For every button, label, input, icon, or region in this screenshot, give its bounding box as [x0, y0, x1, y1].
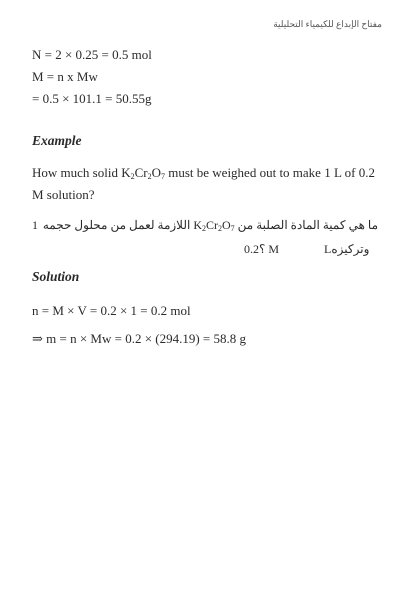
arabic-line-2: [244, 238, 369, 260]
arabic-value: ؟0.2 M: [244, 242, 280, 256]
arabic-text-b: من محلول حجمه: [42, 218, 127, 232]
arabic-line-1: [43, 214, 378, 240]
example-question: [32, 164, 382, 204]
arabic-word-text: وتركيزه: [331, 242, 370, 256]
subscript-k: 2: [130, 172, 135, 181]
solution-heading: Solution: [32, 269, 80, 284]
calc-line-3: = 0.5 × 101.1 = 50.55g: [32, 91, 152, 106]
subscript-cr: 2: [147, 172, 152, 181]
solution-line-2: ⇒ m = n × Mw = 0.2 × (294.19) = 58.8 g: [32, 331, 247, 346]
page-body: [32, 44, 382, 350]
arabic-text-d: ما هي كمية المادة الصلبة من: [237, 218, 378, 232]
calc-line-1: N = 2 × 0.25 = 0.5 mol: [32, 47, 152, 62]
example-heading: Example: [32, 133, 82, 148]
arabic-formula: $K_2Cr_2O_7$: [193, 218, 235, 233]
subscript-o: 7: [160, 172, 165, 181]
page-header: مفتاح الإبداع للكيمياء التحليلية: [273, 19, 382, 29]
arabic-word: وتركيزهL: [324, 242, 370, 256]
calc-line-2: M = n x Mw: [32, 69, 98, 84]
question-pre: How much solid K: [32, 165, 131, 180]
question-o: O: [151, 165, 161, 180]
question-post: must be weighed out to make 1 L of 0.2 M solution?: [32, 165, 375, 202]
solution-line-1: n = M × V = 0.2 × 1 = 0.2 mol: [32, 303, 191, 318]
arabic-question: [32, 214, 382, 266]
question-cr: Cr: [134, 165, 148, 180]
arabic-text-c: اللازمة لعمل: [129, 218, 191, 232]
arabic-number: 1: [32, 218, 38, 232]
